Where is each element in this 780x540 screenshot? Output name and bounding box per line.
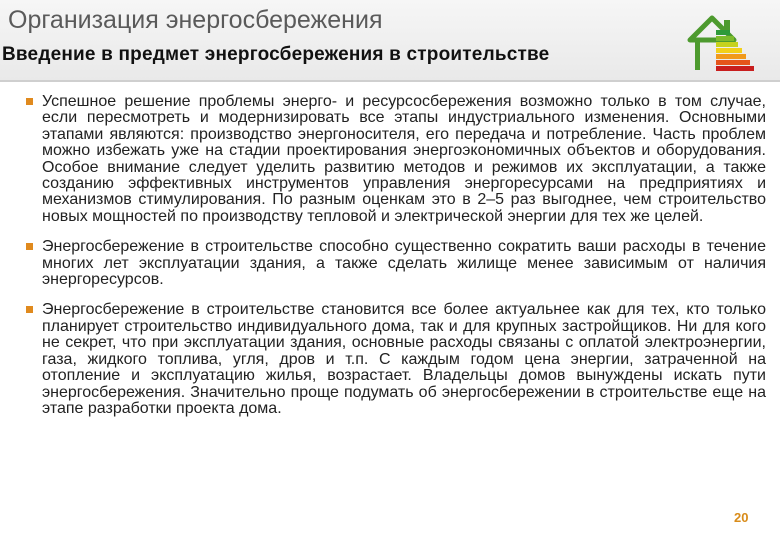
bullet-text: Энергосбережение в строительстве становится все более актуальнее как для тех, кто только планирует строительство индивидуального дома, так и для крупных застройщиков. Ни для кого не секрет, что при эксплуатации здания, основные расходы связаны с оплатой электроэнергии, газа, жидкого топлива, угля, дров и т.п. С каждым годом цена энергии, затраченной на отопление и эксплуатацию жилья, возрастает. Владельцы домов вынуждены искать пути энергосбережения. Значительно проще подумать об энергосбережении в строительстве еще на этапе разработки проекта дома.	[42, 301, 766, 417]
page-number: 20	[734, 510, 749, 525]
bullet-item	[26, 94, 766, 225]
bullet-text: Успешное решение проблемы энерго- и ресурсосбережения возможно только в том случае, если пересмотреть и модернизировать все этапы индустриального изменения. Основными этапами являются: производство энергоносителя, его передача и потребление. Часть проблем можно избежать уже на стадии проектирования энергоэкономичных объектов и оборудования. Особое внимание следует уделить развитию методов и режимов их эксплуатации, а также созданию эффективных инструментов управления энергоресурсами на предприятиях и механизмов стимулирования. По разным оценкам это в 2–5 раз выгоднее, чем строительство новых мощностей по производству тепловой и электрической энергии для тех же целей.	[42, 93, 766, 225]
bullet-square-icon	[26, 98, 33, 105]
bullet-text: Энергосбережение в строительстве способно существенно сократить ваши расходы в течение многих лет эксплуатации здания, а также сделать жилище менее зависимым от наличия энергоресурсов.	[42, 238, 766, 289]
energy-efficiency-house-icon	[686, 12, 758, 74]
bullet-square-icon	[26, 306, 33, 313]
slide-subtitle: Введение в предмет энергосбережения в строительстве	[2, 44, 550, 65]
bullet-item	[26, 302, 766, 417]
slide-title: Организация энергосбережения	[8, 6, 383, 34]
slide-header	[0, 0, 780, 80]
bullet-square-icon	[26, 243, 33, 250]
slide-body	[26, 94, 766, 431]
bullet-item	[26, 239, 766, 288]
header-divider	[0, 80, 780, 82]
